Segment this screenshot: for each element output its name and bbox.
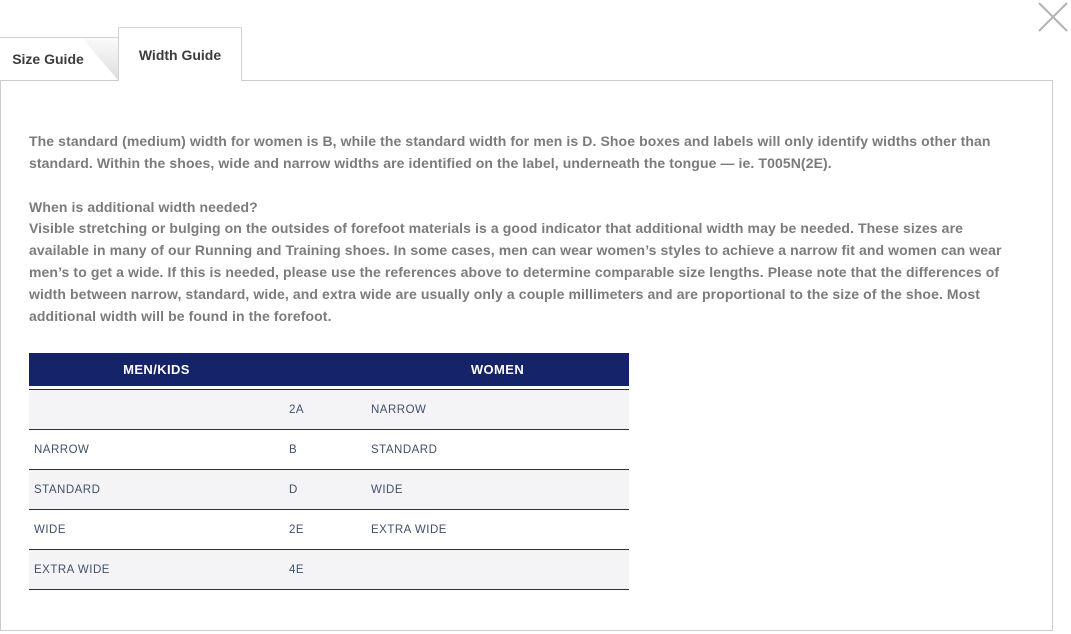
close-button[interactable] bbox=[1035, 0, 1071, 36]
cell-code: 2E bbox=[289, 523, 305, 536]
table-body bbox=[29, 389, 629, 590]
table-row bbox=[29, 470, 629, 510]
table-row bbox=[29, 390, 629, 430]
cell-women: NARROW bbox=[371, 403, 427, 416]
tab-width-guide[interactable] bbox=[118, 27, 242, 81]
cell-men: WIDE bbox=[34, 523, 67, 536]
width-needed-heading: When is additional width needed? bbox=[29, 198, 258, 215]
cell-men: STANDARD bbox=[34, 483, 101, 496]
close-icon bbox=[1035, 0, 1071, 36]
cell-code: B bbox=[289, 443, 298, 456]
table-header-row bbox=[29, 353, 629, 386]
table-row bbox=[29, 510, 629, 550]
cell-women: STANDARD bbox=[371, 443, 438, 456]
table-row bbox=[29, 550, 629, 590]
table-row bbox=[29, 430, 629, 470]
tab-fold-shadow bbox=[82, 38, 118, 80]
tab-size-guide[interactable] bbox=[0, 37, 119, 80]
cell-men: EXTRA WIDE bbox=[34, 563, 110, 576]
width-intro-paragraph: The standard (medium) width for women is B, while the standard width for men is D. Shoe boxes and labels will only identify widths other than standard. Within the shoes, wide and narrow widths are identified on the label, underneath the tongue — ie. T005N(2E). bbox=[29, 133, 991, 171]
width-guide-panel bbox=[0, 80, 1053, 631]
cell-code: D bbox=[289, 483, 298, 496]
header-women: WOMEN bbox=[470, 362, 525, 378]
width-needed-paragraph: Visible stretching or bulging on the outsides of forefoot materials is a good indicator that additional width may be needed. These sizes are available in many of our Running and Training shoes. In some cases, men can wear women’s styles to achieve a narrow fit and women can wear men’s to get a wide. If this is needed, please use the references above to determine comparable size lengths. Please note that the differences of width between narrow, standard, wide, and extra wide are usually only a couple millimeters and are proportional to the size of the shoe. Most additional width will be found in the forefoot. bbox=[29, 220, 1002, 324]
cell-women: WIDE bbox=[371, 483, 404, 496]
cell-men: NARROW bbox=[34, 443, 90, 456]
cell-code: 4E bbox=[289, 563, 305, 576]
width-comparison-table bbox=[29, 353, 629, 590]
cell-code: 2A bbox=[289, 403, 305, 416]
cell-women: EXTRA WIDE bbox=[371, 523, 447, 536]
tab-size-guide-label: Size Guide bbox=[12, 51, 84, 67]
header-men-kids: MEN/KIDS bbox=[123, 362, 190, 378]
tab-width-guide-label: Width Guide bbox=[138, 46, 222, 63]
